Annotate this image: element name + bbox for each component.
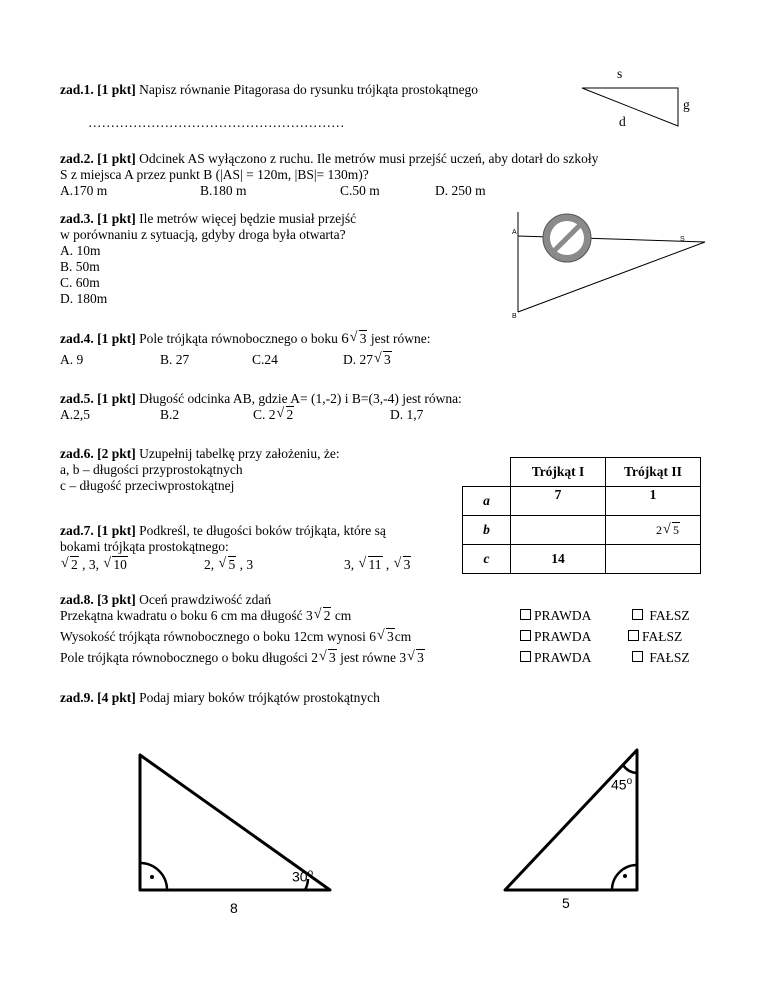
triangle-45-figure bbox=[500, 745, 660, 895]
task-5-option-a: A.2,5 bbox=[60, 407, 90, 422]
task-2-option-d: D. 250 m bbox=[435, 183, 486, 198]
cell-b1[interactable] bbox=[511, 516, 606, 545]
task-2-option-c: C.50 m bbox=[340, 183, 380, 198]
side-d-label: d bbox=[619, 114, 626, 129]
checkbox-icon bbox=[628, 630, 639, 641]
statement-1: Przekątna kwadratu o boku 6 cm ma długość 3√ 2 cm bbox=[60, 608, 351, 624]
task-4-option-c: C.24 bbox=[252, 352, 278, 367]
task-7-line2: bokami trójkąta prostokątnego: bbox=[60, 539, 229, 554]
task-6: zad.6. [2 pkt] Uzupełnij tabelkę przy założeniu, że: bbox=[60, 446, 340, 461]
task-5-option-b: B.2 bbox=[160, 407, 180, 422]
task-7-set-1[interactable]: √ 2 , 3, √ 10 bbox=[60, 557, 128, 573]
task-2-option-a: A.170 m bbox=[60, 183, 108, 198]
task-1: zad.1. [1 pkt] Napisz równanie Pitagorasa do rysunku trójkąta prostokątnego bbox=[60, 82, 479, 97]
task-4: zad.4. [1 pkt] Pole trójkąta równobocznego o boku 6√ 3 jest równe: bbox=[60, 331, 430, 348]
true-option-3[interactable]: PRAWDA bbox=[520, 650, 591, 666]
checkbox-icon bbox=[520, 651, 531, 662]
task-3-line2: w porównaniu z sytuacją, gdyby droga była otwarta? bbox=[60, 227, 346, 242]
header-triangle-2: Trójkąt II bbox=[606, 458, 701, 487]
row-label-c: c bbox=[463, 545, 511, 574]
road-diagram bbox=[505, 208, 710, 328]
header-triangle-1: Trójkąt I bbox=[511, 458, 606, 487]
row-label-a: a bbox=[463, 487, 511, 516]
task-7: zad.7. [1 pkt] Podkreśl, te długości boków trójkąta, które są bbox=[60, 523, 386, 538]
task-3-option-b: B. 50m bbox=[60, 259, 100, 274]
task-6-line2: a, b – długości przyprostokątnych bbox=[60, 462, 243, 477]
false-option-3[interactable]: FAŁSZ bbox=[632, 650, 690, 666]
task-3: zad.3. [1 pkt] Ile metrów więcej będzie musiał przejść bbox=[60, 211, 357, 226]
cell-a1: 7 bbox=[511, 487, 606, 516]
point-a-label: A bbox=[512, 229, 517, 236]
triangle-table bbox=[462, 457, 701, 574]
task-3-option-d: D. 180m bbox=[60, 291, 108, 306]
true-option-2[interactable]: PRAWDA bbox=[520, 629, 591, 645]
side-s-label: s bbox=[617, 66, 623, 81]
task-4-option-b: B. 27 bbox=[160, 352, 190, 367]
point-s-label: S bbox=[680, 236, 685, 243]
statement-3: Pole trójkąta równobocznego o boku długości 2√ 3 jest równe 3√ 3 bbox=[60, 650, 425, 666]
task-5: zad.5. [1 pkt] Długość odcinka AB, gdzie A= (1,-2) i B=(3,-4) jest równa: bbox=[60, 391, 462, 406]
task-9: zad.9. [4 pkt] Podaj miary boków trójkątów prostokątnych bbox=[60, 690, 380, 705]
cell-a2: 1 bbox=[606, 487, 701, 516]
side-g-label: g bbox=[683, 97, 690, 112]
answer-dots: ………………………………………………… bbox=[88, 115, 345, 130]
task-3-option-c: C. 60m bbox=[60, 275, 100, 290]
checkbox-icon bbox=[632, 651, 643, 662]
task-4-option-a: A. 9 bbox=[60, 352, 84, 367]
cell-c2[interactable] bbox=[606, 545, 701, 574]
false-option-2[interactable]: FAŁSZ bbox=[628, 629, 682, 645]
task-8: zad.8. [3 pkt] Oceń prawdziwość zdań bbox=[60, 592, 272, 607]
checkbox-icon bbox=[632, 609, 643, 620]
false-option-1[interactable]: FAŁSZ bbox=[632, 608, 690, 624]
statement-2: Wysokość trójkąta równobocznego o boku 12cm wynosi 6√ 3cm bbox=[60, 629, 411, 645]
side-5-label: 5 bbox=[562, 895, 570, 911]
checkbox-icon bbox=[520, 630, 531, 641]
cell-c1: 14 bbox=[511, 545, 606, 574]
angle-45-label: 45$^o$ bbox=[611, 776, 633, 793]
row-label-b: b bbox=[463, 516, 511, 545]
task-2-line2: S z miejsca A przez punkt B (|AS| = 120m, |BS|= 130m)? bbox=[60, 167, 369, 182]
task-4-option-d: D. 27√ 3 bbox=[343, 352, 392, 368]
task-5-option-c: C. 2√ 2 bbox=[253, 407, 294, 423]
task-6-line3: c – długość przeciwprostokątnej bbox=[60, 478, 235, 493]
angle-30-label: 30$^o$ bbox=[292, 868, 314, 885]
cell-b2: 2√ 5 bbox=[606, 516, 701, 545]
task-2-option-b: B.180 m bbox=[200, 183, 247, 198]
task-5-option-d: D. 1,7 bbox=[390, 407, 424, 422]
triangle-1-figure bbox=[580, 86, 680, 128]
task-7-set-2[interactable]: 2, √ 5 , 3 bbox=[204, 557, 253, 573]
side-8-label: 8 bbox=[230, 900, 238, 916]
task-7-set-3[interactable]: 3, √ 11 , √ 3 bbox=[344, 557, 411, 573]
task-2: zad.2. [1 pkt] Odcinek AS wyłączono z ruchu. Ile metrów musi przejść uczeń, aby dotarł do szkoły bbox=[60, 151, 599, 166]
point-b-label: B bbox=[512, 313, 517, 320]
task-3-option-a: A. 10m bbox=[60, 243, 101, 258]
checkbox-icon bbox=[520, 609, 531, 620]
true-option-1[interactable]: PRAWDA bbox=[520, 608, 591, 624]
